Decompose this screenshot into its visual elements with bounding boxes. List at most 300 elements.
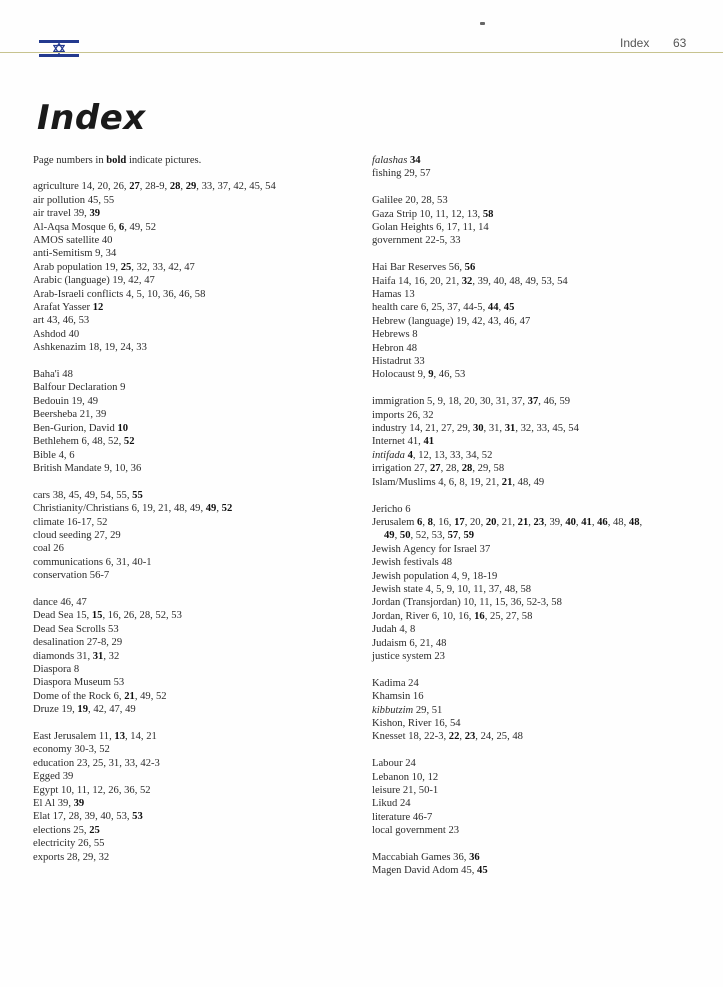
entry-text: elections 25, bbox=[33, 824, 90, 836]
entry-text: , 20, bbox=[464, 516, 486, 528]
picture-page-ref: 41 bbox=[581, 516, 592, 528]
entry-text: Beersheba 21, 39 bbox=[33, 409, 107, 421]
index-entry bbox=[372, 650, 707, 663]
index-entry bbox=[33, 596, 353, 609]
italic-term: falashas bbox=[372, 155, 408, 166]
index-note bbox=[33, 154, 353, 167]
index-entry bbox=[33, 703, 353, 716]
index-entry bbox=[372, 154, 707, 167]
entry-text: Bethlehem 6, 48, 52, bbox=[33, 436, 124, 448]
entry-text: imports 26, 32 bbox=[372, 409, 434, 421]
index-entry bbox=[33, 395, 353, 408]
picture-page-ref: 37 bbox=[527, 396, 539, 408]
picture-page-ref: 56 bbox=[464, 262, 476, 274]
entry-text: , 49, 52 bbox=[134, 690, 167, 702]
entry-text: , 46, 59 bbox=[538, 396, 571, 408]
index-entry bbox=[372, 194, 707, 207]
index-entry bbox=[372, 864, 707, 877]
index-entry bbox=[372, 851, 707, 864]
running-header-section: Index bbox=[620, 36, 650, 50]
entry-text: , 52, 53, bbox=[410, 530, 448, 542]
index-entry bbox=[33, 609, 353, 622]
picture-page-ref: 32 bbox=[461, 275, 473, 287]
entry-text: Elat 17, 28, 39, 40, 53, bbox=[33, 811, 133, 823]
picture-page-ref: 6 bbox=[417, 516, 423, 528]
entry-text: leisure 21, 50-1 bbox=[372, 785, 439, 796]
index-entry bbox=[372, 476, 707, 489]
index-entry bbox=[33, 676, 353, 689]
index-entry bbox=[372, 328, 707, 341]
index-entry bbox=[33, 663, 353, 676]
entry-text: desalination 27-8, 29 bbox=[33, 637, 123, 649]
index-entry bbox=[33, 207, 353, 220]
printing-speck bbox=[480, 22, 485, 25]
index-entry bbox=[372, 435, 707, 448]
entry-text: Ashkenazim 18, 19, 24, 33 bbox=[33, 342, 147, 354]
entry-text: Bedouin 19, 49 bbox=[33, 395, 99, 407]
index-entry bbox=[33, 435, 353, 448]
entry-text: Jewish state 4, 5, 9, 10, 11, 37, 48, 58 bbox=[372, 583, 532, 595]
picture-page-ref: 40 bbox=[565, 516, 576, 528]
note-text: Page numbers in bbox=[33, 155, 107, 166]
index-entry bbox=[372, 797, 707, 810]
index-entry bbox=[372, 167, 707, 180]
picture-page-ref: 21 bbox=[124, 690, 135, 702]
entry-text: , bbox=[216, 503, 222, 515]
picture-page-ref: 48 bbox=[628, 516, 640, 528]
index-entry bbox=[33, 301, 353, 314]
entry-text: Maccabiah Games 36, bbox=[372, 852, 470, 864]
index-entry bbox=[372, 261, 707, 274]
running-header-page-number: 63 bbox=[673, 36, 687, 50]
index-entry bbox=[33, 408, 353, 421]
flag-stripe-bottom bbox=[39, 54, 79, 57]
index-entry bbox=[372, 771, 707, 784]
index-entry bbox=[33, 569, 353, 582]
group-spacer bbox=[372, 838, 707, 851]
index-entry bbox=[372, 342, 707, 355]
entry-text: Hebron 48 bbox=[372, 342, 418, 354]
index-entry bbox=[33, 730, 353, 743]
picture-page-ref: 25 bbox=[89, 824, 100, 836]
entry-text: , bbox=[528, 516, 534, 528]
entry-text: Magen David Adom 45, bbox=[372, 865, 478, 877]
entry-text: climate 16-17, 52 bbox=[33, 516, 108, 528]
index-entry bbox=[372, 757, 707, 770]
index-entry bbox=[33, 690, 353, 703]
index-column-left bbox=[33, 154, 353, 864]
entry-text: Baha'i 48 bbox=[33, 369, 73, 381]
picture-page-ref: 10 bbox=[117, 422, 129, 434]
picture-page-ref: 4 bbox=[407, 449, 413, 461]
group-spacer bbox=[372, 489, 707, 502]
index-entry bbox=[33, 462, 353, 475]
picture-page-ref: 17 bbox=[454, 516, 465, 528]
index-entry bbox=[372, 811, 707, 824]
entry-text: cars 38, 45, 49, 54, 55, bbox=[33, 489, 133, 501]
entry-text: Dead Sea 15, bbox=[33, 610, 92, 622]
entry-text: , 21, bbox=[496, 516, 518, 528]
entry-text: dance 46, 47 bbox=[33, 596, 87, 608]
note-bold-text: bold bbox=[106, 155, 127, 166]
index-entry bbox=[33, 757, 353, 770]
picture-page-ref: 21 bbox=[501, 476, 513, 488]
entry-text: , 16, 26, 28, 52, 53 bbox=[102, 610, 182, 622]
note-text-end: indicate pictures. bbox=[126, 155, 202, 166]
picture-page-ref: 49 bbox=[384, 530, 395, 542]
index-entry bbox=[372, 556, 707, 569]
entry-text: , 46, 53 bbox=[433, 369, 466, 381]
index-entry bbox=[33, 502, 353, 515]
picture-page-ref: 15 bbox=[91, 610, 103, 622]
index-entry bbox=[372, 704, 707, 717]
header-rule bbox=[0, 52, 723, 53]
index-entry bbox=[33, 261, 353, 274]
index-entry bbox=[372, 208, 707, 221]
index-entry bbox=[33, 770, 353, 783]
index-entry bbox=[372, 583, 707, 596]
index-entry bbox=[372, 623, 707, 636]
index-entry bbox=[372, 315, 707, 328]
group-spacer bbox=[372, 663, 707, 676]
entry-text: AMOS satellite 40 bbox=[33, 235, 113, 247]
entry-text: Diaspora Museum 53 bbox=[33, 677, 125, 689]
picture-page-ref: 27 bbox=[429, 463, 441, 475]
index-entry bbox=[372, 395, 707, 408]
entry-text: coal 26 bbox=[33, 543, 64, 555]
index-entry bbox=[372, 610, 707, 623]
index-entry bbox=[372, 824, 707, 837]
index-entry bbox=[33, 542, 353, 555]
picture-page-ref: 55 bbox=[132, 489, 143, 501]
entry-text: El Al 39, bbox=[33, 798, 74, 810]
index-entry bbox=[33, 180, 353, 193]
picture-page-ref: 12 bbox=[92, 302, 104, 314]
index-entry bbox=[372, 288, 707, 301]
picture-page-ref: 28 bbox=[169, 181, 181, 193]
entry-text: 29, 51 bbox=[413, 704, 443, 716]
index-entry bbox=[33, 328, 353, 341]
entry-text: , 28, bbox=[440, 463, 462, 475]
entry-text: , bbox=[458, 530, 464, 542]
entry-text: , 39, bbox=[544, 516, 566, 528]
picture-page-ref: 9 bbox=[428, 369, 434, 381]
entry-text: literature 46-7 bbox=[372, 811, 433, 823]
index-entry bbox=[33, 636, 353, 649]
picture-page-ref: 46 bbox=[597, 516, 608, 528]
entry-text: Dome of the Rock 6, bbox=[33, 690, 125, 702]
entry-text: Balfour Declaration 9 bbox=[33, 382, 126, 394]
index-entry bbox=[372, 368, 707, 381]
picture-page-ref: 36 bbox=[469, 852, 480, 864]
entry-text: Jordan (Transjordan) 10, 11, 15, 36, 52-3, 58 bbox=[372, 597, 562, 609]
picture-page-ref: 28 bbox=[461, 463, 473, 475]
picture-page-ref: 13 bbox=[114, 731, 125, 742]
group-spacer bbox=[372, 744, 707, 757]
index-entry bbox=[33, 784, 353, 797]
entry-text: agriculture 14, 20, 26, bbox=[33, 181, 130, 193]
index-entry bbox=[372, 570, 707, 583]
index-entry bbox=[33, 824, 353, 837]
entry-text: , 48, bbox=[607, 516, 629, 528]
entry-text: Holocaust 9, bbox=[372, 369, 429, 381]
index-entry bbox=[372, 690, 707, 703]
picture-page-ref: 16 bbox=[474, 610, 485, 622]
index-entry bbox=[33, 234, 353, 247]
picture-page-ref: 25 bbox=[120, 261, 132, 273]
picture-page-ref: 29 bbox=[185, 181, 197, 193]
entry-text: , bbox=[422, 516, 428, 528]
entry-text: Likud 24 bbox=[372, 798, 411, 810]
entry-text: , 32, 33, 42, 47 bbox=[131, 261, 195, 273]
entry-text: Jewish Agency for Israel 37 bbox=[372, 543, 491, 555]
index-entry bbox=[33, 743, 353, 756]
picture-page-ref: 39 bbox=[73, 798, 85, 810]
entry-text: Golan Heights 6, 17, 11, 14 bbox=[372, 222, 489, 234]
entry-text: Arafat Yasser bbox=[33, 302, 93, 314]
index-entry bbox=[33, 810, 353, 823]
index-entry bbox=[372, 301, 707, 314]
entry-text: Arab population 19, bbox=[33, 261, 121, 273]
entry-text: Jewish festivals 48 bbox=[372, 557, 453, 569]
index-entry bbox=[33, 422, 353, 435]
index-entry bbox=[33, 529, 353, 542]
index-entry bbox=[33, 381, 353, 394]
index-entry bbox=[372, 730, 707, 743]
entry-text: education 23, 25, 31, 33, 42-3 bbox=[33, 757, 160, 769]
group-spacer bbox=[372, 248, 707, 261]
index-entry bbox=[372, 784, 707, 797]
index-entry bbox=[372, 409, 707, 422]
entry-text: Lebanon 10, 12 bbox=[372, 771, 439, 783]
entry-text: , 24, 25, 48 bbox=[475, 731, 523, 743]
entry-text: Ben-Gurion, David bbox=[33, 422, 118, 434]
entry-text: Ashdod 40 bbox=[33, 328, 80, 340]
entry-text: Arab-Israeli conflicts 4, 5, 10, 36, 46, 58 bbox=[33, 288, 206, 300]
picture-page-ref: 53 bbox=[132, 811, 143, 823]
index-entry bbox=[372, 677, 707, 690]
index-entry bbox=[33, 314, 353, 327]
group-spacer bbox=[372, 181, 707, 194]
entry-text: , bbox=[498, 302, 504, 314]
entry-text: diamonds 31, bbox=[33, 650, 93, 662]
entry-text: Hebrew (language) 19, 42, 43, 46, 47 bbox=[372, 315, 531, 327]
picture-page-ref: 57 bbox=[447, 530, 459, 542]
entry-text: Histadrut 33 bbox=[372, 356, 425, 368]
index-entry bbox=[372, 516, 707, 529]
italic-term: intifada bbox=[372, 449, 405, 461]
index-entry bbox=[33, 341, 353, 354]
entry-text: , 14, 21 bbox=[125, 731, 157, 742]
entry-text: electricity 26, 55 bbox=[33, 838, 105, 850]
index-entry bbox=[372, 221, 707, 234]
entry-text: conservation 56-7 bbox=[33, 570, 110, 582]
picture-page-ref: 30 bbox=[472, 423, 484, 435]
entry-text: East Jerusalem 11, bbox=[33, 731, 115, 742]
index-entry bbox=[33, 556, 353, 569]
entry-text: British Mandate 9, 10, 36 bbox=[33, 462, 142, 474]
picture-page-ref: 27 bbox=[129, 181, 140, 193]
index-entry bbox=[33, 221, 353, 234]
entry-text: , 39, 40, 48, 49, 53, 54 bbox=[472, 275, 568, 287]
entry-text: cloud seeding 27, 29 bbox=[33, 529, 121, 541]
entry-text: , bbox=[459, 731, 465, 743]
entry-text: Druze 19, bbox=[33, 704, 78, 716]
index-entry bbox=[33, 489, 353, 502]
entry-text: communications 6, 31, 40-1 bbox=[33, 556, 152, 568]
entry-text: , bbox=[639, 516, 643, 528]
entry-text: Kadima 24 bbox=[372, 677, 419, 689]
index-entry bbox=[372, 422, 707, 435]
index-entries-right bbox=[372, 154, 707, 878]
entry-text: Egged 39 bbox=[33, 771, 74, 783]
picture-page-ref: 31 bbox=[504, 423, 516, 435]
index-entry bbox=[372, 503, 707, 516]
picture-page-ref: 34 bbox=[409, 155, 421, 166]
picture-page-ref: 58 bbox=[482, 208, 494, 220]
entry-text: Hamas 13 bbox=[372, 289, 415, 301]
entry-text: Jericho 6 bbox=[372, 503, 411, 515]
group-spacer bbox=[372, 382, 707, 395]
picture-page-ref: 19 bbox=[77, 704, 89, 716]
entry-text: Jerusalem bbox=[372, 516, 418, 528]
entry-text: , bbox=[575, 516, 582, 528]
index-entry bbox=[372, 355, 707, 368]
entry-text: irrigation 27, bbox=[372, 463, 430, 475]
group-spacer bbox=[33, 717, 353, 730]
entry-text: Hai Bar Reserves 56, bbox=[372, 262, 465, 274]
picture-page-ref: 45 bbox=[503, 302, 515, 314]
picture-page-ref: 50 bbox=[399, 530, 411, 542]
entry-text: air pollution 45, 55 bbox=[33, 194, 115, 206]
picture-page-ref: 44 bbox=[487, 302, 499, 314]
entry-text: Egypt 10, 11, 12, 26, 36, 52 bbox=[33, 784, 151, 796]
picture-page-ref: 52 bbox=[123, 436, 135, 448]
entry-text: , bbox=[591, 516, 598, 528]
entry-text: Al-Aqsa Mosque 6, bbox=[33, 221, 119, 233]
entry-text: Judah 4, 8 bbox=[372, 624, 416, 636]
index-entry bbox=[33, 851, 353, 864]
index-entry bbox=[33, 516, 353, 529]
picture-page-ref: 49 bbox=[205, 503, 217, 515]
entry-text: , 48, 49 bbox=[512, 476, 545, 488]
index-entry bbox=[372, 543, 707, 556]
entry-text: anti-Semitism 9, 34 bbox=[33, 248, 117, 260]
entry-text: Knesset 18, 22-3, bbox=[372, 731, 449, 743]
israel-flag-icon bbox=[39, 40, 79, 57]
index-entry-continuation bbox=[372, 529, 707, 542]
entry-text: Galilee 20, 28, 53 bbox=[372, 195, 448, 207]
entry-text: Bible 4, 6 bbox=[33, 449, 75, 461]
index-entry bbox=[372, 717, 707, 730]
index-entry bbox=[33, 274, 353, 287]
entry-text: industry 14, 21, 27, 29, bbox=[372, 423, 473, 435]
entry-text: exports 28, 29, 32 bbox=[33, 851, 110, 863]
entry-text: , 29, 58 bbox=[472, 463, 505, 475]
entry-text: Christianity/Christians 6, 19, 21, 48, 49, bbox=[33, 503, 206, 515]
entry-text: Dead Sea Scrolls 53 bbox=[33, 623, 119, 635]
entry-text: , 42, 47, 49 bbox=[88, 704, 136, 716]
index-entry bbox=[372, 596, 707, 609]
entry-text: , 16, bbox=[432, 516, 455, 528]
index-entry bbox=[33, 247, 353, 260]
picture-page-ref: 31 bbox=[92, 650, 104, 662]
index-entry bbox=[372, 234, 707, 247]
index-entries-left bbox=[33, 180, 353, 864]
entry-text: , 33, 37, 42, 45, 54 bbox=[196, 181, 276, 193]
picture-page-ref: 20 bbox=[485, 516, 497, 528]
entry-text: government 22-5, 33 bbox=[372, 235, 461, 247]
entry-text: air travel 39, bbox=[33, 208, 90, 220]
entry-text: , bbox=[180, 181, 186, 193]
entry-text: Jordan, River 6, 10, 16, bbox=[372, 610, 475, 622]
entry-text: Judaism 6, 21, 48 bbox=[372, 637, 447, 649]
entry-text: Hebrews 8 bbox=[372, 329, 418, 341]
entry-text: Arabic (language) 19, 42, 47 bbox=[33, 275, 155, 287]
entry-text: , 49, 52 bbox=[124, 221, 156, 233]
picture-page-ref: 6 bbox=[118, 221, 125, 233]
page-title: Index bbox=[37, 98, 146, 138]
entry-text: Haifa 14, 16, 20, 21, bbox=[372, 275, 462, 287]
entry-text: Labour 24 bbox=[372, 758, 416, 770]
entry-text: , bbox=[394, 530, 400, 542]
entry-text: Islam/Muslims 4, 6, 8, 19, 21, bbox=[372, 476, 502, 488]
picture-page-ref: 39 bbox=[89, 208, 101, 220]
picture-page-ref: 22 bbox=[448, 731, 460, 743]
picture-page-ref: 45 bbox=[477, 865, 488, 877]
picture-page-ref: 8 bbox=[427, 516, 433, 528]
picture-page-ref: 52 bbox=[221, 503, 233, 515]
entry-text: justice system 23 bbox=[372, 650, 445, 662]
entry-text: fishing 29, 57 bbox=[372, 168, 431, 180]
index-entry bbox=[33, 288, 353, 301]
entry-text: health care 6, 25, 37, 44-5, bbox=[372, 302, 488, 314]
entry-text: Jewish population 4, 9, 18-19 bbox=[372, 570, 498, 582]
index-entry bbox=[372, 275, 707, 288]
entry-text: , 12, 13, 33, 34, 52 bbox=[412, 449, 493, 461]
index-entry bbox=[33, 368, 353, 381]
entry-text: Kishon, River 16, 54 bbox=[372, 717, 461, 729]
entry-text: Khamsin 16 bbox=[372, 691, 424, 703]
picture-page-ref: 41 bbox=[423, 436, 435, 448]
entry-text: , 32 bbox=[103, 650, 120, 662]
index-entry bbox=[33, 650, 353, 663]
index-entry bbox=[33, 623, 353, 636]
entry-text: art 43, 46, 53 bbox=[33, 315, 90, 327]
group-spacer bbox=[33, 583, 353, 596]
picture-page-ref: 21 bbox=[517, 516, 529, 528]
index-column-right bbox=[372, 154, 707, 878]
italic-term: kibbutzim bbox=[372, 704, 414, 716]
entry-text: , 25, 27, 58 bbox=[484, 610, 533, 622]
entry-text: , 28-9, bbox=[139, 181, 170, 193]
index-entry bbox=[33, 837, 353, 850]
index-entry bbox=[33, 449, 353, 462]
entry-text: Internet 41, bbox=[372, 436, 424, 448]
entry-text: immigration 5, 9, 18, 20, 30, 31, 37, bbox=[372, 396, 528, 408]
group-spacer bbox=[33, 475, 353, 488]
index-entry bbox=[372, 462, 707, 475]
entry-text: , 31, bbox=[483, 423, 505, 435]
picture-page-ref: 23 bbox=[533, 516, 545, 528]
group-spacer bbox=[33, 355, 353, 368]
picture-page-ref: 23 bbox=[464, 731, 476, 743]
entry-text: Gaza Strip 10, 11, 12, 13, bbox=[372, 208, 483, 220]
index-entry bbox=[33, 797, 353, 810]
picture-page-ref: 59 bbox=[463, 530, 475, 542]
entry-text: Diaspora 8 bbox=[33, 663, 80, 675]
index-entry bbox=[372, 449, 707, 462]
